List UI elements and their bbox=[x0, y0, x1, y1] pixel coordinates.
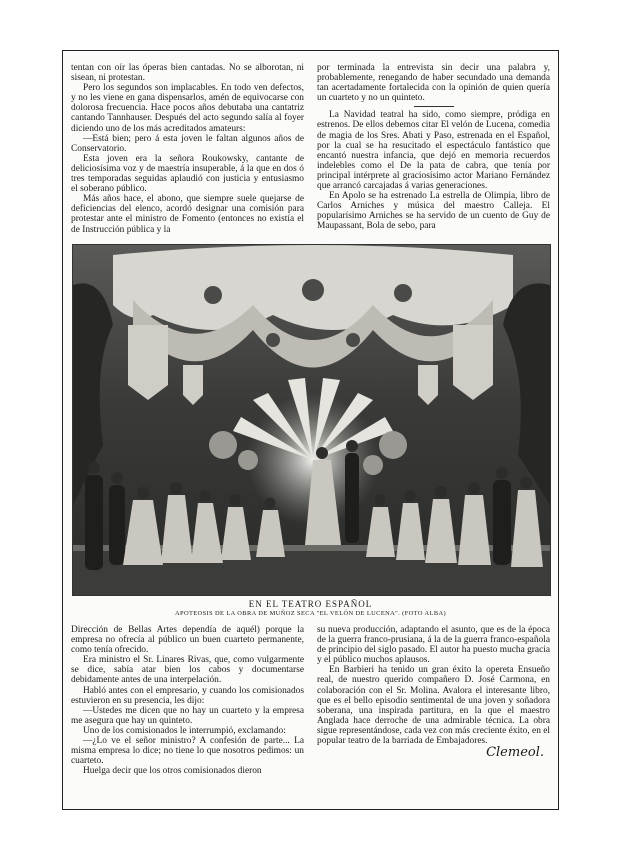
photo-caption bbox=[63, 599, 558, 617]
caption-title: EN EL TEATRO ESPAÑOL bbox=[248, 599, 373, 609]
column-left-bottom bbox=[71, 625, 304, 807]
author-signature: Clemeol. bbox=[486, 745, 544, 761]
bottom-text-columns bbox=[71, 625, 550, 807]
paragraph: —Está bien; pero á esta joven le faltan algunos años de Conservatorio. bbox=[71, 133, 304, 154]
paragraph: tentan con oír las óperas bien cantadas. No se alborotan, ni sisean, ni protestan. bbox=[71, 63, 304, 84]
paragraph: Uno de los comisionados le interrumpió, exclamando: bbox=[83, 725, 286, 736]
paragraph: —Ustedes me dicen que no hay un cuarteto y la empresa me asegura que hay un quinteto. bbox=[71, 705, 304, 726]
paragraph: su nueva producción, adaptando el asunto, que es de la época de la guerra franco-prusiana, á la de la guerra franco-española de principio del siglo pasado. El autor ha puesto mucha gracia y el público muchos aplausos. bbox=[317, 625, 550, 666]
paragraph: Huelga decir que los otros comisionados dieron bbox=[83, 766, 262, 777]
paragraph: Dirección de Bellas Artes dependía de aquél) porque la empresa no ofrecía al público un buen cuarteto permanente, como tenía ofrecido. bbox=[71, 625, 304, 656]
paragraph: Pero los segundos son implacables. En todo ven defectos, y no les viene en gana dispensarlos, amén de equivocarse con dolorosa frecuencia. Hace pocos años debutaba una cantatriz cantando Tannhauser. Después del acto segundo salía al foyer diciendo uno de los más acreditados amateurs: bbox=[71, 83, 304, 134]
top-text-columns bbox=[71, 63, 550, 255]
section-divider bbox=[414, 106, 454, 107]
paragraph: En Barbieri ha tenido un gran éxito la opereta Ensueño real, de nuestro querido compañero D. José Carmona, en colaboración con el Sr. Molina. Avalora el interesante libro, que es el bello episodio sentimental de una joven y soñadora soberana, una inspirada partitura, en la que el maestro Anglada hace derroche de una admirable técnica. La obra sigue representándose, cada vez con más creciente éxito, en el popular teatro de la barriada de Embajadores. bbox=[317, 665, 550, 747]
column-right-top bbox=[317, 63, 550, 255]
paragraph: Habló antes con el empresario, y cuando los comisionados estuvieron en su presencia, les dijo: bbox=[71, 685, 304, 706]
theatre-photograph bbox=[72, 244, 551, 596]
magazine-page bbox=[62, 50, 559, 810]
paragraph: Esta joven era la señora Roukowsky, cantante de deliciosísima voz y de maestría insuperable, á la que en dos ó tres temporadas seguidas aplaudió con justicia y entusiasmo el soberano público. bbox=[71, 153, 304, 195]
column-right-bottom bbox=[317, 625, 550, 807]
column-left-top bbox=[71, 63, 304, 255]
caption-subtitle: APOTEOSIS DE LA OBRA DE MUÑOZ SECA "EL VELÓN DE LUCENA". (FOTO ALBA) bbox=[174, 610, 447, 617]
paragraph: En Apolo se ha estrenado La estrella de Olimpia, libro de Carlos Arniches y música del maestro Calleja. El popularísimo Arniches se ha servido de un cuento de Guy de Maupassant, Bola de sebo, para bbox=[317, 191, 550, 232]
paragraph: Más años hace, el abono, que siempre suele quejarse de deficiencias del elenco, acordó designar una comisión para protestar ante el ministro de Fomento (entonces no existía el de Instrucción pública y la bbox=[71, 194, 304, 235]
paragraph: por terminada la entrevista sin decir una palabra y, probablemente, renegando de haber secundado una demanda tan acertadamente fortalecida con la opinión de quien quería un cuarteto y no un quinteto. bbox=[317, 63, 550, 104]
paragraph: —¿Lo ve el señor ministro? A confesión de parte... La misma empresa lo dice; no tiene lo que nosotros pedimos: un cuarteto. bbox=[71, 736, 304, 767]
paragraph: Era ministro el Sr. Linares Rivas, que, como vulgarmente se dice, sabía atar bien los cabos y documentarse debidamente antes de una interpelación. bbox=[71, 655, 304, 686]
paragraph: La Navidad teatral ha sido, como siempre, pródiga en estrenos. De ellos debemos citar El velón de Lucena, comedia de magia de los Sres. Abati y Paso, estrenada en el Español, por la cual se ha resucitado el espectáculo fantástico que encantó nuestra infancia, que dejó en memoria recuerdos indelebles como el De la pata de cabra, que tenía por principal intérprete al graciosísimo actor Mariano Fernández que arrancó carcajadas á varias generaciones. bbox=[317, 110, 550, 192]
